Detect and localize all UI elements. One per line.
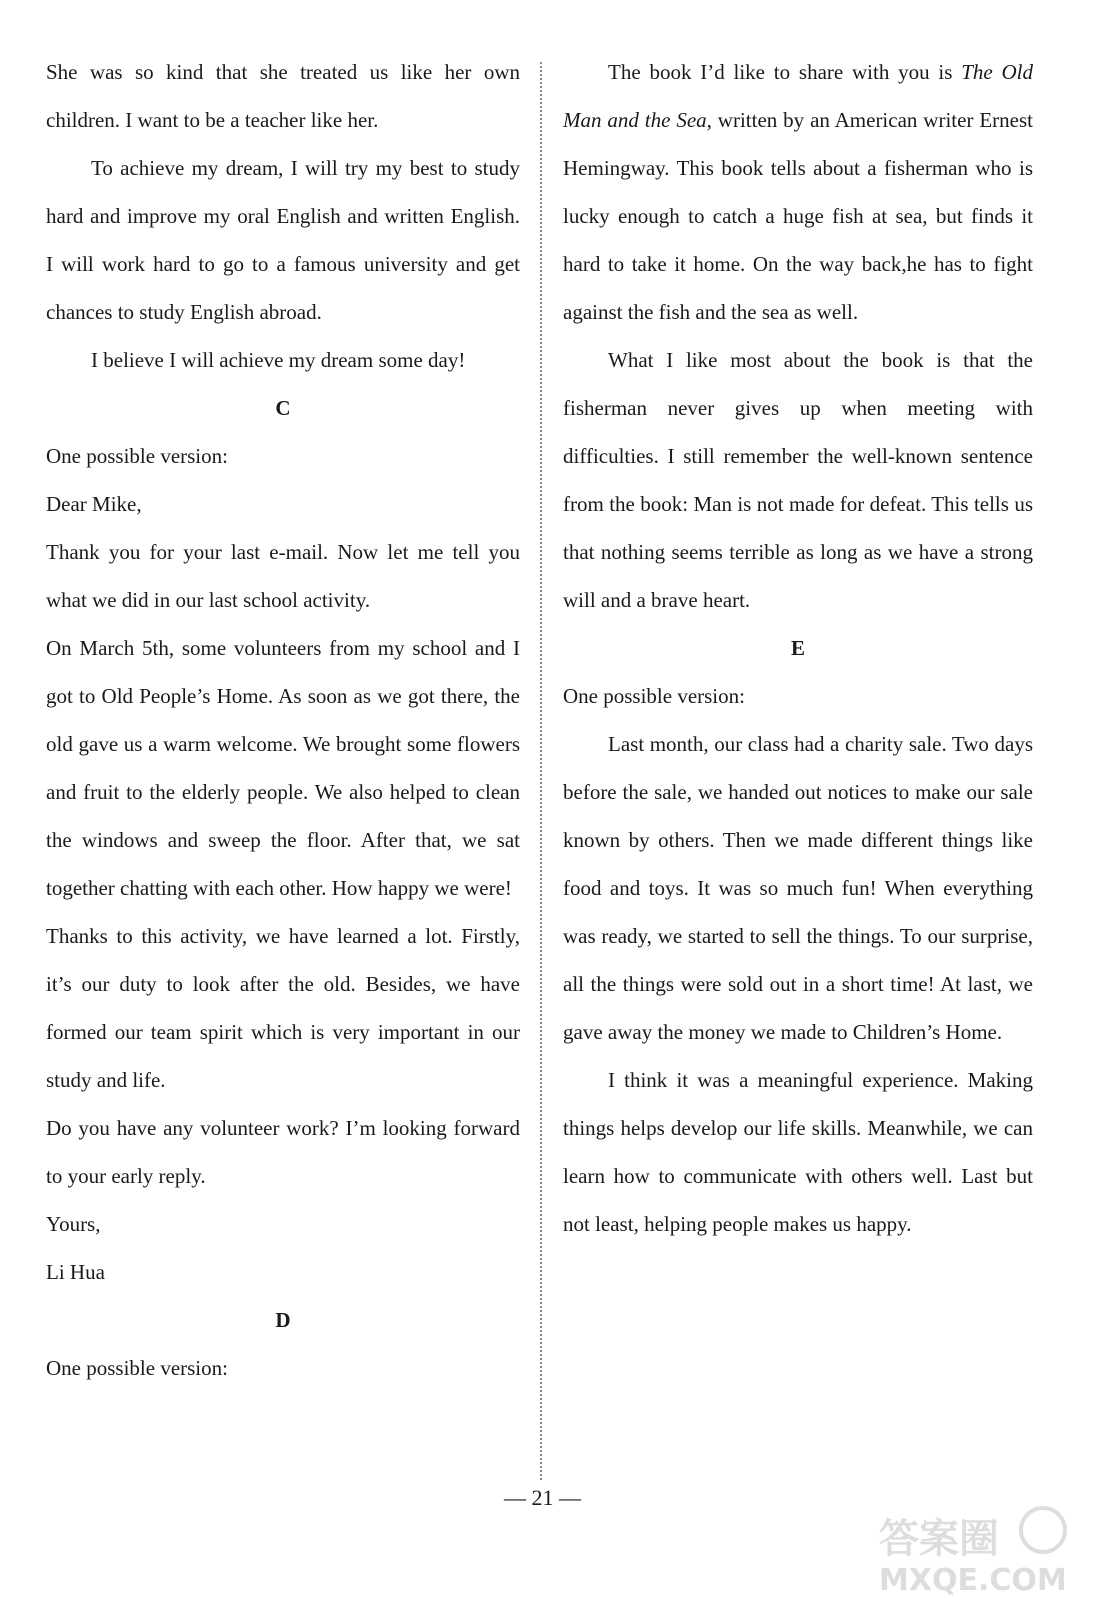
letter-paragraph-4: Do you have any volunteer work? I’m looking forward to your early reply. xyxy=(46,1116,520,1188)
letter-paragraph-2: On March 5th, some volunteers from my school and I got to Old People’s Home. As soon as we got there, the old gave us a warm welcome. We brought some flowers and fruit to the elderly people. We also helped to clean the windows and sweep the floor. After that, we sat together chatting with each other. How happy we were! xyxy=(46,636,520,900)
right-column xyxy=(563,48,1033,1248)
section-d-heading: D xyxy=(275,1308,291,1332)
charity-paragraph-2: I think it was a meaningful experience. Making things helps develop our life skills. Meanwhile, we can learn how to communicate with others well. Last but not least, helping people makes us happy. xyxy=(563,1068,1033,1236)
book-paragraph-1 xyxy=(563,48,1033,336)
letter-greeting: Dear Mike, xyxy=(46,492,142,516)
watermark-logo-text: 答案圈 xyxy=(879,1516,999,1562)
book-paragraph-1-start: The book I’d like to share with you is xyxy=(608,60,962,84)
page-number: — 21 — xyxy=(504,1485,581,1510)
left-column xyxy=(46,48,520,1392)
book-paragraph-1-end: , written by an American writer Ernest Hemingway. This book tells about a fisherman who is lucky enough to catch a huge fish at sea, but finds it hard to take it home. On the way back,he has to fight against the fish and the sea as well. xyxy=(563,108,1033,324)
watermark-logo xyxy=(875,1504,1075,1596)
dream-paragraph-3: I believe I will achieve my dream some day! xyxy=(91,348,466,372)
letter-paragraph-1: Thank you for your last e-mail. Now let me tell you what we did in our last school activity. xyxy=(46,540,520,612)
watermark-url: MXQE.COM xyxy=(879,1563,1067,1596)
section-d-intro: One possible version: xyxy=(46,1356,228,1380)
section-c-heading: C xyxy=(275,396,291,420)
dream-paragraph-2: To achieve my dream, I will try my best to study hard and improve my oral English and written English. I will work hard to go to a famous university and get chances to study English abroad. xyxy=(46,156,520,324)
letter-paragraph-3: Thanks to this activity, we have learned a lot. Firstly, it’s our duty to look after the old. Besides, we have formed our team spirit which is very important in our study and life. xyxy=(46,924,520,1092)
charity-paragraph-1: Last month, our class had a charity sale. Two days before the sale, we handed out notices to make our sale known by others. Then we made different things like food and toys. It was so much fun! When everything was ready, we started to sell the things. To our surprise, all the things were sold out in a short time! At last, we gave away the money we made to Children’s Home. xyxy=(563,732,1033,1044)
column-divider xyxy=(540,62,542,1480)
letter-closing: Yours, xyxy=(46,1212,101,1236)
watermark-ring-icon xyxy=(1021,1508,1065,1552)
section-c-intro: One possible version: xyxy=(46,444,228,468)
dream-paragraph-1: She was so kind that she treated us like her own children. I want to be a teacher like her. xyxy=(46,60,520,132)
section-e-intro: One possible version: xyxy=(563,684,745,708)
letter-signature: Li Hua xyxy=(46,1260,105,1284)
section-e-heading: E xyxy=(790,636,805,660)
book-paragraph-2: What I like most about the book is that the fisherman never gives up when meeting with difficulties. I still remember the well-known sentence from the book: Man is not made for defeat. This tells us that nothing seems terrible as long as we have a strong will and a brave heart. xyxy=(563,348,1033,612)
book-title: The Old Man and the Sea xyxy=(563,60,1034,132)
